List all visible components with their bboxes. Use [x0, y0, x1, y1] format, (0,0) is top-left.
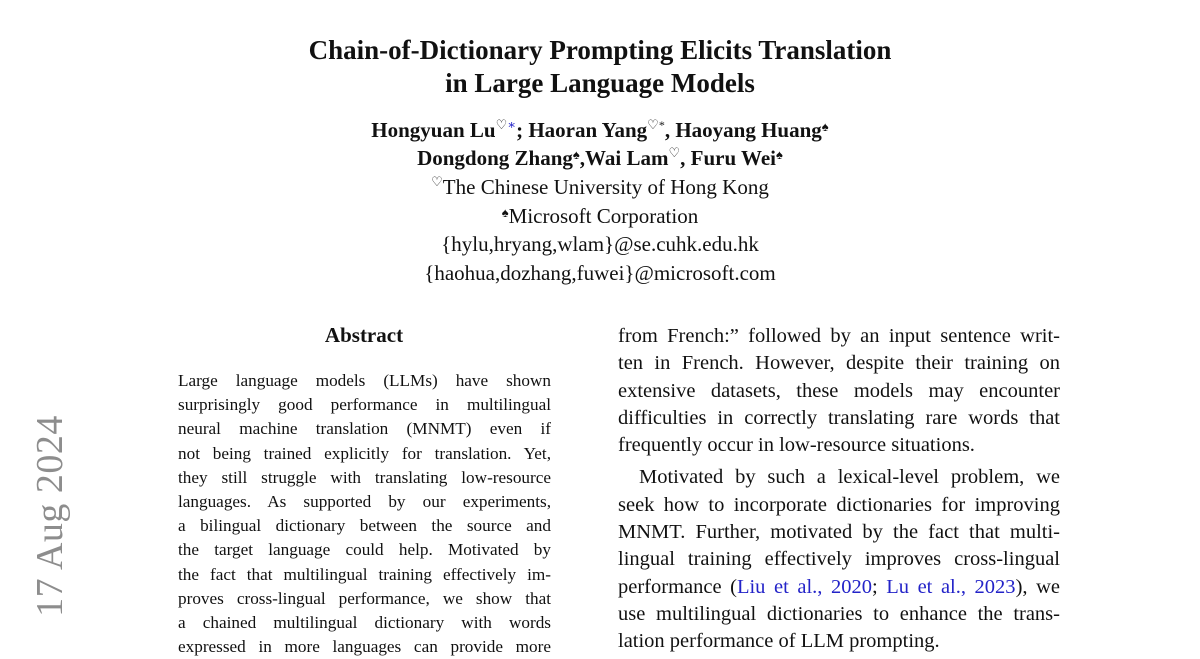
text-segment: performance (	[618, 575, 737, 598]
body-line: ten in French. However, despite their training on	[618, 352, 1060, 375]
title-line-1: Chain-of-Dictionary Prompting Elicits Translation	[308, 35, 892, 65]
email-microsoft: {haohua,dozhang,fuwei}@microsoft.com	[424, 260, 776, 285]
affiliation-microsoft	[0, 202, 1200, 231]
body-line: frequently occur in low-resource situations.	[618, 434, 975, 457]
affiliations	[0, 173, 1200, 287]
footnote-link[interactable]: ∗	[507, 117, 517, 132]
abstract-line: they still struggle with translating low-resource	[178, 467, 551, 487]
abstract-line: languages. As supported by our experiments,	[178, 491, 551, 511]
abstract-line: a bilingual dictionary between the source and	[178, 516, 551, 536]
email-cuhk: {hylu,hryang,wlam}@se.cuhk.edu.hk	[441, 232, 759, 256]
abstract-line: neural machine translation (MNMT) even if	[178, 419, 551, 439]
body-line: use multilingual dictionaries to enhance the trans-	[618, 602, 1060, 625]
author-name: Furu Wei	[690, 146, 777, 170]
spade-icon: ♠	[572, 147, 580, 162]
author-name: Wai Lam	[585, 146, 669, 170]
body-line-with-citations	[618, 574, 1060, 601]
spade-icon: ♠	[776, 147, 783, 162]
author-line-2: Dongdong Zhang♠,Wai Lam♡, Furu Wei♠	[417, 145, 783, 170]
body-line: lingual training effectively improves cross-lingual	[618, 548, 1060, 571]
abstract-line: Large language models (LLMs) have shown	[178, 371, 551, 390]
arxiv-date-text: 17 Aug 2024	[29, 415, 72, 617]
author-line-1: Hongyuan Lu♡∗; Haoran Yang♡*, Haoyang Huang♠	[371, 117, 829, 142]
title-line-2: in Large Language Models	[445, 68, 755, 98]
abstract-line: expressed in more languages can provide more	[178, 637, 551, 657]
body-line: from French:” followed by an input sentence writ-	[618, 325, 1060, 347]
body-line: lation performance of LLM prompting.	[618, 630, 940, 653]
body-line: seek how to incorporate dictionaries for improving	[618, 493, 1060, 516]
intro-column	[618, 323, 1060, 656]
author-name: Haoyang Huang	[675, 118, 822, 142]
author-list	[0, 116, 1200, 172]
body-line: difficulties in correctly translating rare words that	[618, 406, 1060, 429]
heart-icon: ♡	[495, 117, 508, 132]
abstract-line: the target language could help. Motivated by	[178, 540, 551, 560]
citation-link[interactable]: Lu et al., 2023	[886, 575, 1016, 598]
author-name: Haoran Yang	[528, 118, 648, 142]
abstract-body	[178, 369, 551, 659]
author-name: Hongyuan Lu	[371, 118, 496, 142]
citation-link[interactable]: Liu et al., 2020	[736, 575, 872, 598]
body-line: MNMT. Further, motivated by the fact that multi-	[618, 521, 1060, 544]
text-segment: ;	[871, 575, 887, 598]
abstract-line: surprisingly good performance in multilingual	[178, 395, 551, 415]
author-name: Dongdong Zhang	[417, 146, 573, 170]
body-line: extensive datasets, these models may encounter	[618, 379, 1060, 402]
footnote-star: *	[658, 118, 665, 132]
affiliation-name: The Chinese University of Hong Kong	[442, 175, 769, 199]
text-segment: ), we	[1015, 575, 1060, 598]
body-line: Motivated by such a lexical-level problem, we	[639, 466, 1060, 489]
abstract-line: proves cross-lingual performance, we show that	[178, 588, 551, 608]
heart-icon: ♡	[647, 117, 659, 132]
heart-icon: ♡	[668, 145, 681, 160]
arxiv-date-stamp	[27, 406, 73, 626]
heart-icon: ♡	[431, 174, 443, 189]
abstract-line: a chained multilingual dictionary with words	[178, 612, 551, 632]
affiliation-cuhk	[0, 173, 1200, 202]
spade-icon: ♠	[821, 119, 829, 134]
spade-icon: ♠	[501, 204, 509, 220]
abstract-line: not being trained explicitly for translation. Yet,	[178, 443, 551, 463]
abstract-line: the fact that multilingual training effectively im-	[178, 564, 551, 584]
paper-title	[0, 34, 1200, 100]
affiliation-name: Microsoft Corporation	[508, 203, 699, 228]
abstract-heading: Abstract	[324, 323, 404, 347]
